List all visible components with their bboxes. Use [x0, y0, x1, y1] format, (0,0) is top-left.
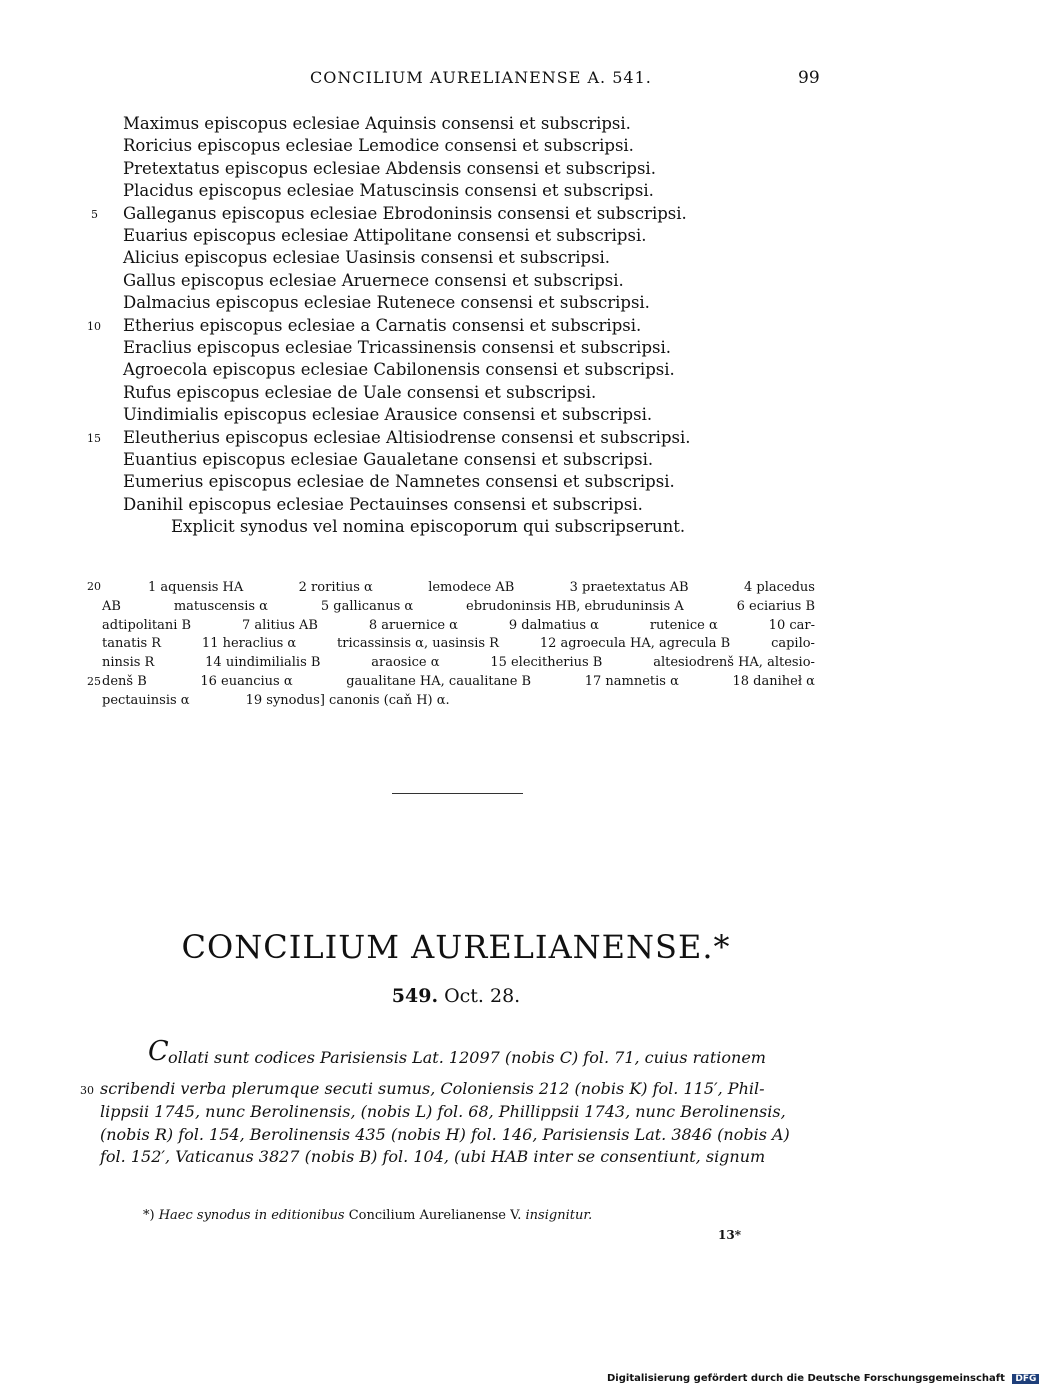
signature-line: Etherius episcopus eclesiae a Carnatis consensi et subscripsi. — [123, 316, 642, 335]
apparatus-entry: tanatis R — [102, 636, 162, 651]
apparatus-entry: pectauinsis α — [102, 693, 190, 708]
signature-line: Eumerius episcopus eclesiae de Namnetes consensi et subscripsi. — [123, 472, 675, 491]
apparatus-line — [102, 693, 450, 708]
footnote-text: Concilium Aurelianense V. — [348, 1208, 522, 1223]
signature-line: Placidus episcopus eclesiae Matuscinsis consensi et subscripsi. — [123, 181, 654, 200]
intro-text: ollati sunt codices Parisiensis Lat. 12097 (nobis C) fol. 71, cuius rationem — [168, 1048, 766, 1067]
line-number: 5 — [91, 208, 98, 221]
explicit-line: Explicit synodus vel nomina episcoporum qui subscripserunt. — [171, 517, 686, 536]
line-number: 15 — [87, 432, 101, 445]
signature-line: Pretextatus episcopus eclesiae Abdensis consensi et subscripsi. — [123, 159, 656, 178]
footnote-text: Haec synodus in editionibus — [158, 1208, 345, 1223]
footnote — [143, 1208, 592, 1223]
apparatus-entry: 7 alitius AB — [242, 618, 318, 633]
line-number: 30 — [80, 1084, 94, 1097]
signature-line: Danihil episcopus eclesiae Pectauinses consensi et subscripsi. — [123, 495, 643, 514]
running-title: CONCILIUM AURELIANENSE A. 541. — [310, 68, 652, 87]
apparatus-entry: 18 daniheł α — [732, 674, 815, 689]
signature-line: Gallus episcopus eclesiae Aruernece consensi et subscripsi. — [123, 271, 624, 290]
signature-line: Alicius episcopus eclesiae Uasinsis consensi et subscripsi. — [123, 248, 611, 267]
apparatus-entry: lemodece AB — [428, 580, 515, 595]
apparatus-line — [102, 636, 815, 651]
dfg-credit-text: Digitalisierung gefördert durch die Deutsche Forschungsgemeinschaft — [607, 1373, 1005, 1384]
apparatus-line — [102, 580, 815, 595]
section-day: Oct. 28. — [444, 985, 521, 1007]
apparatus-entry: 4 placedus — [743, 580, 815, 595]
intro-line: fol. 152′, Vaticanus 3827 (nobis B) fol. 104, (ubi HAB inter se consentiunt, signum — [100, 1147, 766, 1166]
section-date — [0, 985, 912, 1007]
apparatus-entry: altesiodrenš HA, altesio- — [653, 655, 815, 670]
signature-line: Roricius episcopus eclesiae Lemodice consensi et subscripsi. — [123, 136, 634, 155]
signature-line: Uindimialis episcopus eclesiae Arausice consensi et subscripsi. — [123, 405, 653, 424]
signature-line: Euarius episcopus eclesiae Attipolitane consensi et subscripsi. — [123, 226, 647, 245]
apparatus-entry: 9 dalmatius α — [508, 618, 599, 633]
apparatus-entry: 5 gallicanus α — [320, 599, 414, 614]
signature-line: Eleutherius episcopus eclesiae Altisiodrense consensi et subscripsi. — [123, 428, 691, 447]
apparatus-entry: 17 namnetis α — [584, 674, 679, 689]
apparatus-entry: capilo- — [771, 636, 815, 651]
signature-mark: 13* — [718, 1228, 741, 1242]
line-number: 25 — [87, 675, 101, 688]
line-number: 20 — [87, 580, 101, 593]
signature-line: Euantius episcopus eclesiae Gaualetane consensi et subscripsi. — [123, 450, 654, 469]
apparatus-entry: tricassinsis α, uasinsis R — [337, 636, 499, 651]
apparatus-entry: 15 elecitherius B — [490, 655, 603, 670]
apparatus-entry: AB — [102, 599, 121, 614]
signature-line: Agroecola episcopus eclesiae Cabilonensis consensi et subscripsi. — [123, 360, 675, 379]
apparatus-entry: 10 car- — [768, 618, 815, 633]
apparatus-entry: denš B — [102, 674, 147, 689]
section-title: CONCILIUM AURELIANENSE.* — [181, 928, 731, 966]
apparatus-entry: 2 roritius α — [298, 580, 373, 595]
apparatus-entry: 19 synodus] canonis (caň H) α. — [245, 693, 450, 708]
apparatus-entry: araosice α — [371, 655, 440, 670]
page-number: 99 — [798, 68, 820, 88]
section-divider — [392, 793, 523, 794]
apparatus-entry: ninsis R — [102, 655, 155, 670]
apparatus-entry: 14 uindimilialis B — [205, 655, 321, 670]
apparatus-entry: 8 aruernice α — [368, 618, 458, 633]
line-number: 10 — [87, 320, 101, 333]
intro-line: scribendi verba plerumque secuti sumus, Coloniensis 212 (nobis K) fol. 115′, Phil- — [100, 1079, 765, 1098]
apparatus-entry: gaualitane HA, caualitane B — [346, 674, 532, 689]
apparatus-line — [102, 618, 815, 633]
apparatus-entry: adtipolitani B — [102, 618, 192, 633]
signature-line: Galleganus episcopus eclesiae Ebrodoninsis consensi et subscripsi. — [123, 204, 687, 223]
intro-line: (nobis R) fol. 154, Berolinensis 435 (nobis H) fol. 146, Parisiensis Lat. 3846 (nobis A) — [100, 1125, 790, 1144]
apparatus-entry: 3 praetextatus AB — [569, 580, 689, 595]
apparatus-entry: 6 eciarius B — [736, 599, 815, 614]
dfg-logo: DFG — [1012, 1374, 1039, 1384]
apparatus-line — [102, 655, 815, 670]
signature-line: Eraclius episcopus eclesiae Tricassinensis consensi et subscripsi. — [123, 338, 671, 357]
apparatus-entry: rutenice α — [649, 618, 718, 633]
signature-line: Rufus episcopus eclesiae de Uale consensi et subscripsi. — [123, 383, 597, 402]
apparatus-line — [102, 599, 815, 614]
signature-line: Maximus episcopus eclesiae Aquinsis consensi et subscripsi. — [123, 114, 631, 133]
dfg-credit — [607, 1373, 1039, 1384]
apparatus-entry: matuscensis α — [173, 599, 268, 614]
footnote-text: insignitur. — [525, 1208, 593, 1223]
apparatus-entry: 11 heraclius α — [201, 636, 297, 651]
intro-line: lippsii 1745, nunc Berolinensis, (nobis L) fol. 68, Phillippsii 1743, nunc Berolinensis, — [100, 1102, 786, 1121]
footnote-marker: *) — [143, 1208, 155, 1223]
apparatus-line — [102, 674, 815, 689]
apparatus-entry: 16 euancius α — [200, 674, 293, 689]
section-year: 549. — [391, 985, 439, 1007]
apparatus-entry: 1 aquensis HA — [148, 580, 244, 595]
apparatus-entry: ebrudoninsis HB, ebruduninsis A — [466, 599, 684, 614]
signature-line: Dalmacius episcopus eclesiae Rutenece consensi et subscripsi. — [123, 293, 650, 312]
drop-cap: C — [148, 1036, 169, 1067]
apparatus-entry: 12 agroecula HA, agrecula B — [539, 636, 731, 651]
